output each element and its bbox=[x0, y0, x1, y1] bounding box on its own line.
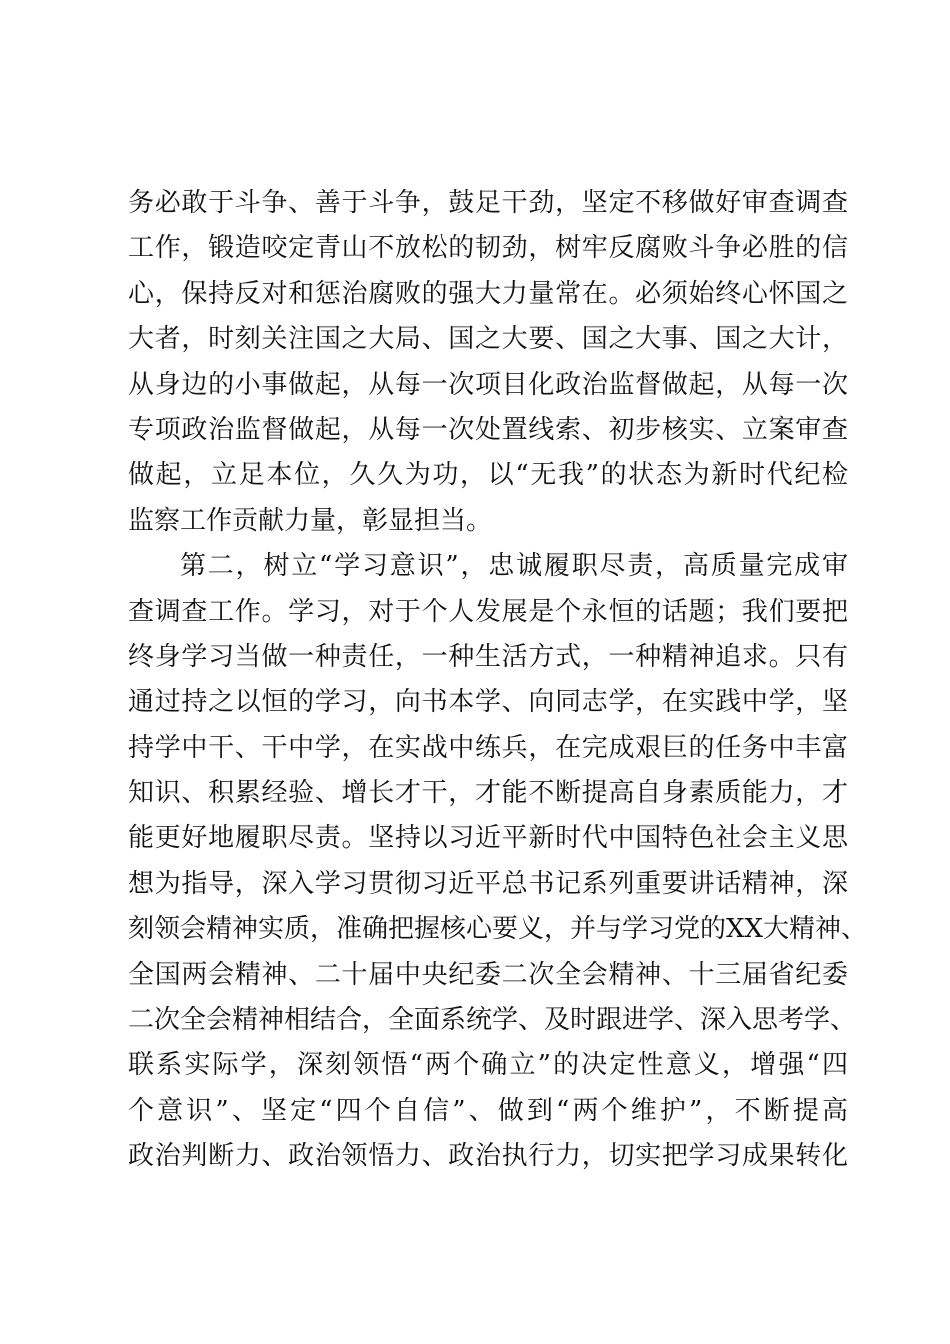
text-line: 务必敢于斗争、善于斗争，鼓足干劲，坚定不移做好审查调查 bbox=[128, 188, 848, 218]
text-line: 终身学习当做一种责任，一种生活方式，一种精神追求。只有 bbox=[128, 641, 848, 672]
text-line: 从身边的小事做起，从每一次项目化政治监督做起，从每一次 bbox=[128, 369, 848, 400]
text-line: 知识、积累经验、增长才干，才能不断提高自身素质能力，才 bbox=[128, 778, 848, 809]
text-line: 工作，锻造咬定青山不放松的韧劲，树牢反腐败斗争必胜的信 bbox=[128, 233, 848, 264]
text-line: 想为指导，深入学习贯彻习近平总书记系列重要讲话精神，深 bbox=[128, 868, 848, 899]
text-line: 查调查工作。学习，对于个人发展是个永恒的话题；我们要把 bbox=[128, 596, 848, 627]
text-line: 刻领会精神实质，准确把握核心要义，并与学习党的XX大精神、 bbox=[128, 914, 868, 945]
text-line: 专项政治监督做起，从每一次处置线索、初步核实、立案审查 bbox=[128, 414, 848, 445]
paragraph-start-line: 第二，树立“学习意识”，忠诚履职尽责，高质量完成审 bbox=[180, 551, 848, 582]
text-line: 通过持之以恒的学习，向书本学、向同志学，在实践中学，坚 bbox=[128, 687, 848, 718]
text-line: 持学中干、干中学，在实战中练兵，在完成艰巨的任务中丰富 bbox=[128, 732, 848, 763]
text-line: 心，保持反对和惩治腐败的强大力量常在。必须始终心怀国之 bbox=[128, 278, 848, 309]
text-line: 二次全会精神相结合，全面系统学、及时跟进学、深入思考学、 bbox=[128, 1005, 857, 1036]
text-line: 全国两会精神、二十届中央纪委二次全会精神、十三届省纪委 bbox=[128, 959, 848, 990]
text-line: 能更好地履职尽责。坚持以习近平新时代中国特色社会主义思 bbox=[128, 823, 848, 854]
text-line: 联系实际学，深刻领悟“两个确立”的决定性意义，增强“四 bbox=[128, 1050, 848, 1081]
body-text bbox=[128, 181, 868, 1180]
text-line: 监察工作贡献力量，彰显担当。 bbox=[128, 505, 493, 536]
text-line: 做起，立足本位，久久为功，以“无我”的状态为新时代纪检 bbox=[128, 460, 848, 491]
text-line: 政治判断力、政治领悟力、政治执行力，切实把学习成果转化 bbox=[128, 1141, 848, 1172]
text-line: 大者，时刻关注国之大局、国之大要、国之大事、国之大计， bbox=[128, 324, 848, 355]
text-line: 个意识”、坚定“四个自信”、做到“两个维护”，不断提高 bbox=[128, 1095, 848, 1126]
